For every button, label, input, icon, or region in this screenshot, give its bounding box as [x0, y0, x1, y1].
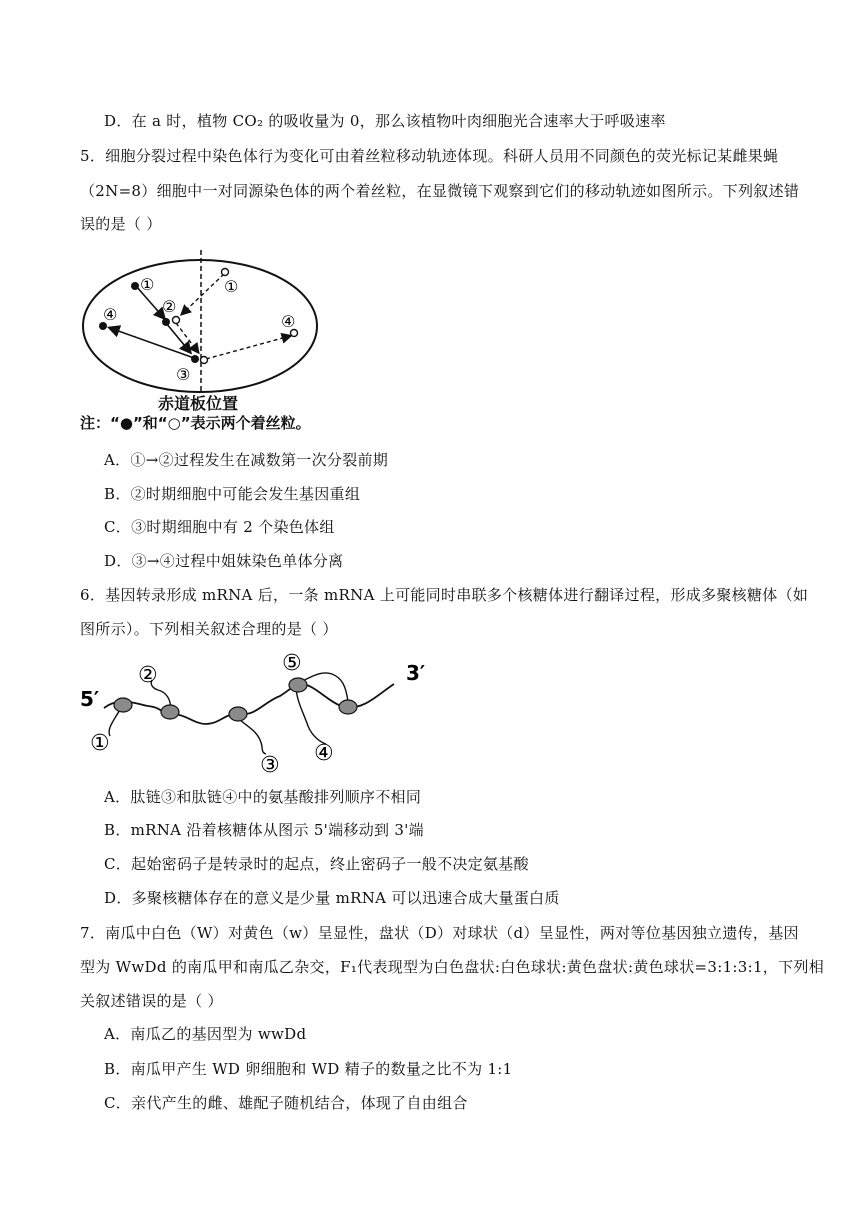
q7-stem-line3: 关叙述错误的是（ ） — [80, 992, 223, 1010]
open-dot-3 — [201, 357, 208, 364]
q6-option-d: D．多聚核糖体存在的意义是少量 mRNA 可以迅速合成大量蛋白质 — [104, 889, 560, 907]
filled-dot-1 — [131, 282, 139, 290]
q7-option-a: A．南瓜乙的基因型为 wwDd — [104, 1025, 307, 1043]
q6-option-a: A．肽链③和肽链④中的氨基酸排列顺序不相同 — [104, 788, 422, 806]
fig-label-1a: ① — [140, 275, 155, 294]
poly-label-2: ② — [138, 663, 158, 688]
fig-label-2: ② — [162, 297, 177, 316]
q5-option-c: C．③时期细胞中有 2 个染色体组 — [104, 518, 335, 536]
filled-dot-3 — [191, 355, 199, 363]
q5-stem-line3: 误的是（ ） — [80, 215, 162, 233]
q7-stem-line1: 7．南瓜中白色（W）对黄色（w）呈显性，盘状（D）对球状（d）呈显性，两对等位基因独立遗传，基因 — [80, 924, 799, 942]
equator-plate-label: 赤道板位置 — [158, 394, 239, 413]
ribosome-5 — [339, 700, 357, 714]
q5-option-b: B．②时期细胞中可能会发生基因重组 — [104, 485, 361, 503]
q5-centromere-figure — [78, 246, 328, 396]
poly-label-1: ① — [90, 731, 110, 756]
poly-label-3: ③ — [260, 753, 280, 776]
ribosome-1 — [114, 698, 132, 712]
peptide-chain-3 — [238, 718, 266, 754]
ribosome-4 — [289, 678, 307, 692]
q5-option-d: D．③→④过程中姐妹染色单体分离 — [104, 552, 344, 570]
fig-label-1b: ① — [224, 277, 239, 296]
filled-dot-2 — [162, 318, 170, 326]
poly-label-4: ④ — [314, 741, 334, 766]
poly-label-5: ⑤ — [282, 651, 302, 676]
q6-option-b: B．mRNA 沿着核糖体从图示 5'端移动到 3'端 — [104, 821, 424, 839]
peptide-chain-5 — [300, 673, 348, 702]
q6-stem-line1: 6．基因转录形成 mRNA 后，一条 mRNA 上可能同时串联多个核糖体进行翻译过程，形成多聚核糖体（如 — [80, 586, 809, 604]
q7-option-b: B．南瓜甲产生 WD 卵细胞和 WD 精子的数量之比不为 1:1 — [104, 1060, 513, 1078]
q7-option-c: C．亲代产生的雌、雄配子随机结合，体现了自由组合 — [104, 1094, 468, 1112]
q6-option-c: C．起始密码子是转录时的起点，终止密码子一般不决定氨基酸 — [104, 855, 529, 873]
fig-label-4b: ④ — [281, 312, 296, 331]
fig-label-3: ③ — [176, 365, 191, 384]
q6-stem-line2: 图所示）。下列相关叙述合理的是（ ） — [80, 620, 338, 638]
q6-polyribosome-figure — [76, 648, 436, 776]
open-dot-2 — [173, 317, 180, 324]
q7-stem-line2: 型为 WwDd 的南瓜甲和南瓜乙杂交，F₁代表现型为白色盘状:白色球状:黄色盘状:黄色球状=3:1:3:1，下列相 — [80, 958, 825, 976]
three-prime-end: 3′ — [406, 661, 426, 685]
ribosome-2 — [161, 705, 179, 719]
ribosome-3 — [229, 707, 247, 721]
q5-option-a: A．①→②过程发生在减数第一次分裂前期 — [104, 451, 389, 469]
figure-note: 注：“●”和“○”表示两个着丝粒。 — [80, 414, 311, 432]
open-dot-1 — [222, 269, 229, 276]
five-prime-end: 5′ — [80, 687, 100, 711]
fig-label-4a: ④ — [103, 305, 118, 324]
q4-option-d: D．在 a 时，植物 CO₂ 的吸收量为 0，那么该植物叶肉细胞光合速率大于呼吸速率 — [104, 112, 666, 130]
q5-stem-line1: 5．细胞分裂过程中染色体行为变化可由着丝粒移动轨迹体现。科研人员用不同颜色的荧光标记某雌果蝇 — [80, 147, 779, 165]
q5-stem-line2: （2N=8）细胞中一对同源染色体的两个着丝粒，在显微镜下观察到它们的移动轨迹如图所示。下列叙述错 — [80, 182, 800, 200]
